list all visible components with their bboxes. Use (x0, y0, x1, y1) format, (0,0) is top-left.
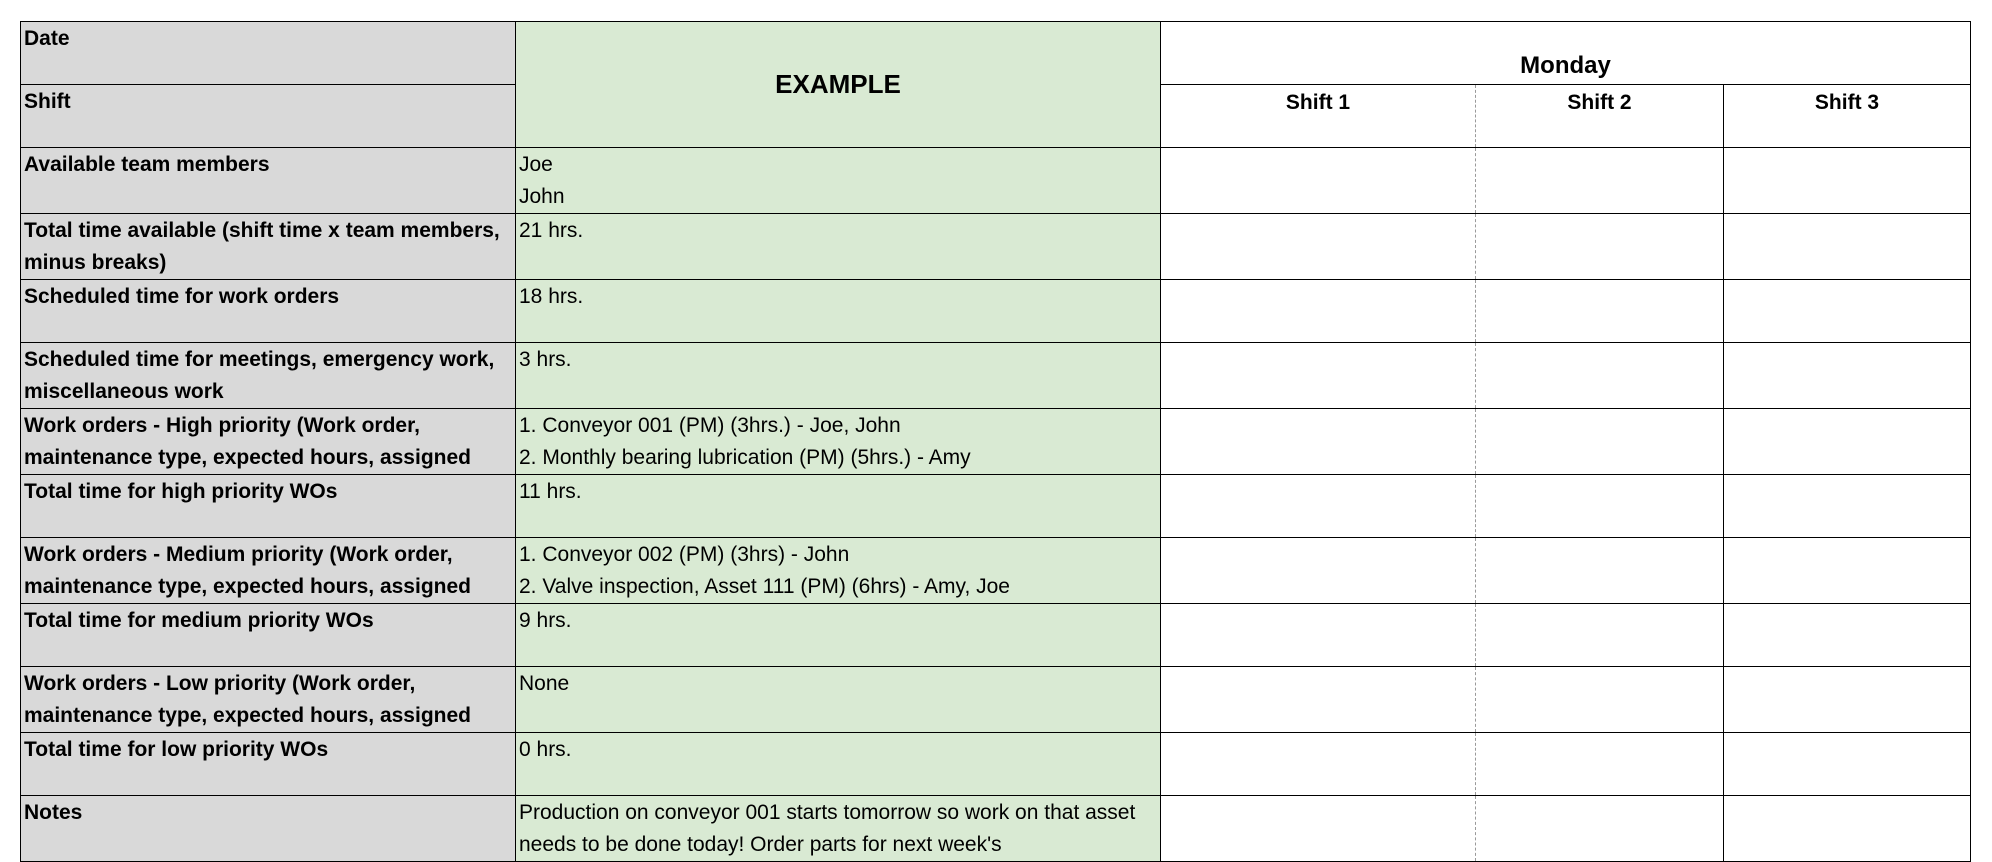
shift-3-cell[interactable] (1724, 604, 1971, 667)
example-value: 3 hrs. (516, 343, 1161, 409)
shift-1-cell[interactable] (1161, 667, 1476, 733)
row-label: Work orders - High priority (Work order, maintenance type, expected hours, assigned (21, 409, 516, 475)
shift-2-cell[interactable] (1476, 667, 1724, 733)
shift-1-cell[interactable] (1161, 343, 1476, 409)
table-row (21, 604, 1971, 667)
example-value: 9 hrs. (516, 604, 1161, 667)
shift-1-cell[interactable] (1161, 796, 1476, 862)
shift-2-cell[interactable] (1476, 604, 1724, 667)
table-row (21, 343, 1971, 409)
date-label-cell (21, 22, 516, 85)
table-row (21, 667, 1971, 733)
shift-label: Shift (24, 90, 71, 113)
date-label: Date (24, 27, 70, 50)
shift-3-cell[interactable] (1724, 538, 1971, 604)
row-label: Total time for low priority WOs (21, 733, 516, 796)
shift-3-cell[interactable] (1724, 409, 1971, 475)
row-label: Work orders - Medium priority (Work order, maintenance type, expected hours, assigned (21, 538, 516, 604)
shift-3-cell[interactable] (1724, 148, 1971, 214)
table-row (21, 214, 1971, 280)
row-label: Total time for high priority WOs (21, 475, 516, 538)
shift-1-header: Shift 1 (1161, 85, 1476, 148)
shift-1-cell[interactable] (1161, 280, 1476, 343)
shift-2-header: Shift 2 (1476, 85, 1724, 148)
table-row (21, 148, 1971, 214)
shift-1-cell[interactable] (1161, 538, 1476, 604)
shift-3-cell[interactable] (1724, 667, 1971, 733)
row-label: Work orders - Low priority (Work order, maintenance type, expected hours, assigned (21, 667, 516, 733)
shift-2-cell[interactable] (1476, 475, 1724, 538)
shift-1-cell[interactable] (1161, 604, 1476, 667)
example-value: 0 hrs. (516, 733, 1161, 796)
shift-1-cell[interactable] (1161, 475, 1476, 538)
shift-2-cell[interactable] (1476, 148, 1724, 214)
row-label: Total time for medium priority WOs (21, 604, 516, 667)
row-label: Available team members (21, 148, 516, 214)
shift-schedule-table (20, 21, 1971, 862)
shift-2-cell[interactable] (1476, 796, 1724, 862)
example-value: 21 hrs. (516, 214, 1161, 280)
example-value: None (516, 667, 1161, 733)
shift-2-cell[interactable] (1476, 214, 1724, 280)
row-label: Total time available (shift time x team members, minus breaks) (21, 214, 516, 280)
example-value: 1. Conveyor 002 (PM) (3hrs) - John 2. Valve inspection, Asset 111 (PM) (6hrs) - Amy, Joe (516, 538, 1161, 604)
shift-1-cell[interactable] (1161, 409, 1476, 475)
day-header-cell (1161, 22, 1971, 85)
shift-1-cell[interactable] (1161, 148, 1476, 214)
shift-3-cell[interactable] (1724, 796, 1971, 862)
example-value: Production on conveyor 001 starts tomorrow so work on that asset needs to be done today! Order parts for next week's (516, 796, 1161, 862)
row-label: Notes (21, 796, 516, 862)
shift-3-header: Shift 3 (1724, 85, 1971, 148)
shift-3-cell[interactable] (1724, 280, 1971, 343)
shift-2-cell[interactable] (1476, 343, 1724, 409)
row-label: Scheduled time for meetings, emergency work, miscellaneous work (21, 343, 516, 409)
shift-3-cell[interactable] (1724, 214, 1971, 280)
shift-2-cell[interactable] (1476, 538, 1724, 604)
shift-1-cell[interactable] (1161, 733, 1476, 796)
row-label: Scheduled time for work orders (21, 280, 516, 343)
example-value: 11 hrs. (516, 475, 1161, 538)
table-row (21, 733, 1971, 796)
day-header: Monday (1520, 52, 1611, 79)
shift-3-cell[interactable] (1724, 733, 1971, 796)
shift-2-cell[interactable] (1476, 409, 1724, 475)
shift-label-cell (21, 85, 516, 148)
example-header-cell (516, 22, 1161, 148)
example-header: EXAMPLE (775, 69, 901, 99)
table-row (21, 538, 1971, 604)
table-row (21, 280, 1971, 343)
table-row (21, 796, 1971, 862)
example-value: 18 hrs. (516, 280, 1161, 343)
example-value: 1. Conveyor 001 (PM) (3hrs.) - Joe, John 2. Monthly bearing lubrication (PM) (5hrs.) - Amy (516, 409, 1161, 475)
shift-2-cell[interactable] (1476, 733, 1724, 796)
table-row (21, 475, 1971, 538)
shift-3-cell[interactable] (1724, 343, 1971, 409)
example-value: Joe John (516, 148, 1161, 214)
shift-1-cell[interactable] (1161, 214, 1476, 280)
shift-3-cell[interactable] (1724, 475, 1971, 538)
table-row (21, 409, 1971, 475)
shift-2-cell[interactable] (1476, 280, 1724, 343)
